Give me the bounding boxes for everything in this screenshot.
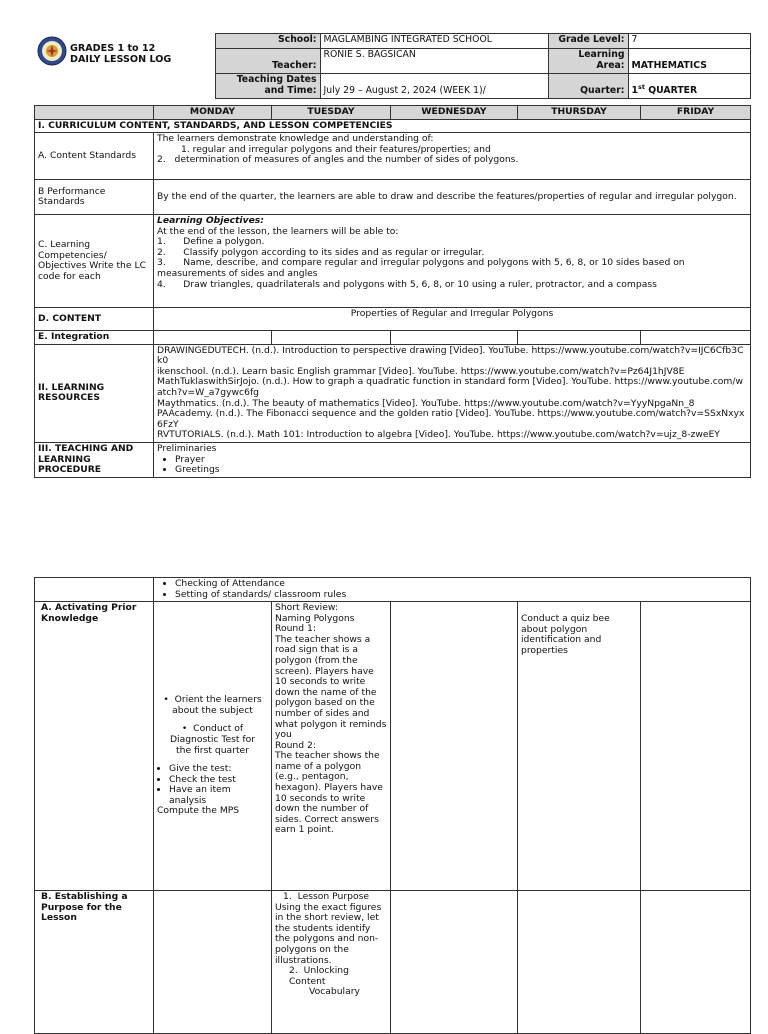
quarter-suffix: st — [637, 83, 645, 92]
content-standards-label: A. Content Standards — [35, 133, 154, 180]
teaching-dates-label-1: Teaching Dates — [236, 74, 317, 85]
procedure-label: III. TEACHING AND LEARNING PROCEDURE — [35, 442, 154, 477]
deped-seal-icon — [37, 36, 67, 66]
teacher-label: Teacher: — [215, 49, 320, 74]
school-value: MAGLAMBING INTEGRATED SCHOOL — [320, 34, 548, 49]
resource-item-2: ikenschool. (n.d.). Learn basic English grammar [Video]. YouTube. https://www.youtube.com/watch?v=Pz64J1hJV8E — [157, 365, 685, 377]
learning-resources-list — [154, 344, 751, 442]
monday-diagnostic: • Conduct of Diagnostic Test for the first quarter — [169, 723, 256, 756]
tuesday-short-review: Short Review: — [275, 602, 338, 614]
day-tuesday: TUESDAY — [272, 106, 391, 120]
objective-3: 3. Name, describe, and compare regular and irregular polygons and polygons with 5, 6, 8, or 10 sides based on measurements of sides and angles — [157, 257, 688, 280]
lesson-purpose-text: Using the exact figures in the short review, let the students identify the polygons and non-polygons on the illustrations. — [275, 901, 385, 966]
objectives-intro: At the end of the lesson, the learners will be able to: — [157, 225, 399, 237]
quarter-word: QUARTER — [648, 85, 698, 97]
day-header-blank — [35, 106, 154, 120]
unlocking-content-more: Vocabulary — [309, 986, 360, 998]
unlocking-content-item: 2. Unlocking Content — [289, 965, 352, 987]
day-header-row — [35, 106, 751, 120]
competencies-text — [154, 215, 751, 308]
activating-friday — [641, 602, 751, 891]
procedure-preliminaries — [154, 442, 751, 477]
content-label: D. CONTENT — [35, 308, 154, 331]
activating-tuesday — [272, 602, 391, 891]
tuesday-round-2-text: The teacher shows the name of a polygon (e.g., pentagon, hexagon). Players have 10 seconds to write down the number of sides. Correct answers earn 1 point. — [275, 750, 386, 836]
objective-2: 2. Classify polygon according to its sides and as regular or irregular. — [157, 246, 485, 258]
preliminary-attendance: • Checking of Attendance — [175, 579, 747, 590]
integration-monday — [154, 331, 272, 345]
lesson-log-table — [34, 105, 751, 478]
integration-friday — [641, 331, 751, 345]
establishing-tuesday — [272, 891, 391, 1034]
grade-level-label: Grade Level: — [548, 34, 628, 49]
content-standards-text — [154, 133, 751, 180]
learning-area-value: MATHEMATICS — [628, 49, 750, 74]
objective-1: 1. Define a polygon. — [157, 236, 265, 248]
preliminary-greetings: • Greetings — [175, 465, 747, 476]
header-table — [34, 33, 751, 99]
day-thursday: THURSDAY — [518, 106, 641, 120]
continued-blank-label — [35, 578, 154, 602]
tuesday-naming-polygons: Naming Polygons — [275, 612, 355, 624]
day-friday: FRIDAY — [641, 106, 751, 120]
integration-thursday — [518, 331, 641, 345]
section-curriculum-heading: I. CURRICULUM CONTENT, STANDARDS, AND LESSON COMPETENCIES — [35, 119, 751, 133]
procedure-continued — [154, 578, 751, 602]
monday-orient-text: Orient the learners about the subject — [172, 694, 262, 716]
activating-wednesday — [391, 602, 518, 891]
title-line-1: GRADES 1 to 12 — [70, 42, 156, 54]
tuesday-round-1-text: The teacher shows a road sign that is a polygon (from the screen). Players have 10 seconds to write down the name of the polygon based on the number of sides and what polygon it reminds you — [275, 633, 390, 741]
establishing-wednesday — [391, 891, 518, 1034]
content-standards-line-3: 2. determination of measures of angles and the number of sides of polygons. — [157, 154, 519, 166]
teacher-value: RONIE S. BAGSICAN — [320, 49, 548, 74]
day-wednesday: WEDNESDAY — [391, 106, 518, 120]
content-value: Properties of Regular and Irregular Polygons — [154, 308, 751, 331]
establishing-friday — [641, 891, 751, 1034]
teaching-dates-label — [215, 74, 320, 99]
resource-item-1: DRAWINGEDUTECH. (n.d.). Introduction to perspective drawing [Video]. YouTube. https://www.youtube.com/watch?v=IJC6Cfb3Ck0 — [157, 344, 744, 367]
quarter-value — [628, 74, 750, 99]
teaching-dates-value: July 29 – August 2, 2024 (WEEK 1)/ — [320, 74, 548, 99]
learning-area-label-1: Learning — [578, 49, 625, 60]
lesson-purpose-item: 1. Lesson Purpose — [283, 891, 370, 903]
activating-thursday: Conduct a quiz bee about polygon identification and properties — [518, 602, 641, 891]
competencies-label: C. Learning Competencies/ Objectives Write the LC code for each — [35, 215, 154, 308]
learning-area-label-2: Area: — [596, 59, 625, 71]
content-standards-line-1: The learners demonstrate knowledge and understanding of: — [157, 133, 434, 145]
monday-orient: • Orient the learners about the subject — [163, 694, 262, 716]
school-label: School: — [215, 34, 320, 49]
establishing-monday — [154, 891, 272, 1034]
establishing-purpose-label: B. Establishing a Purpose for the Lesson — [35, 891, 154, 1034]
monday-give-test: • Give the test: — [169, 764, 268, 775]
objective-4: 4. Draw triangles, quadrilaterals and polygons with 5, 6, 8, or 10 using a ruler, protractor, and a compass — [157, 278, 657, 290]
quarter-number: 1 — [631, 85, 638, 97]
grade-level-value: 7 — [628, 34, 750, 49]
integration-label: E. Integration — [35, 331, 154, 345]
monday-item-analysis: • Have an item analysis — [169, 785, 268, 806]
resource-item-5: PAAcademy. (n.d.). The Fibonacci sequence and the golden ratio [Video]. YouTube. https://www.youtube.com/watch?v=SSxNxyx6FzY — [157, 408, 745, 430]
content-standards-line-2: 1. regular and irregular polygons and their features/properties; and — [181, 143, 491, 155]
lesson-log-table-continued — [34, 577, 751, 1034]
teaching-dates-label-2: and Time: — [264, 84, 317, 96]
integration-tuesday — [272, 331, 391, 345]
preliminary-standards: • Setting of standards/ classroom rules — [175, 590, 747, 601]
performance-standards-text: By the end of the quarter, the learners are able to draw and describe the features/properties of regular and irregular polygon. — [154, 180, 751, 215]
learning-area-label — [548, 49, 628, 74]
establishing-thursday — [518, 891, 641, 1034]
performance-standards-label: B Performance Standards — [35, 180, 154, 215]
integration-wednesday — [391, 331, 518, 345]
title-line-2: DAILY LESSON LOG — [70, 53, 172, 65]
learning-resources-label: II. LEARNING RESOURCES — [35, 344, 154, 442]
header-logo-cell — [34, 34, 215, 99]
document-title — [70, 43, 171, 65]
activating-prior-knowledge-label: A. Activating Prior Knowledge — [35, 602, 154, 891]
monday-compute-mps: Compute the MPS — [157, 805, 240, 817]
quarter-label: Quarter: — [548, 74, 628, 99]
tuesday-round-2: Round 2: — [275, 739, 316, 751]
day-monday: MONDAY — [154, 106, 272, 120]
resource-item-4: Maythmatics. (n.d.). The beauty of mathematics [Video]. YouTube. https://www.youtube.com/watch?v=YyyNpgaNn_8 — [157, 397, 695, 409]
monday-diagnostic-text: Conduct of Diagnostic Test for the first quarter — [169, 723, 256, 756]
resource-item-3: MathTuklaswithSirJojo. (n.d.). How to graph a quadratic function in standard form [Video]. YouTube. https://www.youtube.com/watch?v=W_a7gywc6fg — [157, 376, 743, 399]
monday-check-test: • Check the test — [169, 775, 268, 786]
learning-objectives-heading: Learning Objectives: — [157, 215, 264, 227]
activating-monday — [154, 602, 272, 891]
resource-item-6: RVTUTORIALS. (n.d.). Math 101: Introduction to algebra [Video]. YouTube. https://www.youtube.com/watch?v=ujz_8-zweEY — [157, 429, 720, 441]
preliminary-prayer: • Prayer — [175, 455, 747, 466]
preliminaries-heading: Preliminaries — [157, 442, 217, 454]
tuesday-round-1: Round 1: — [275, 623, 316, 635]
